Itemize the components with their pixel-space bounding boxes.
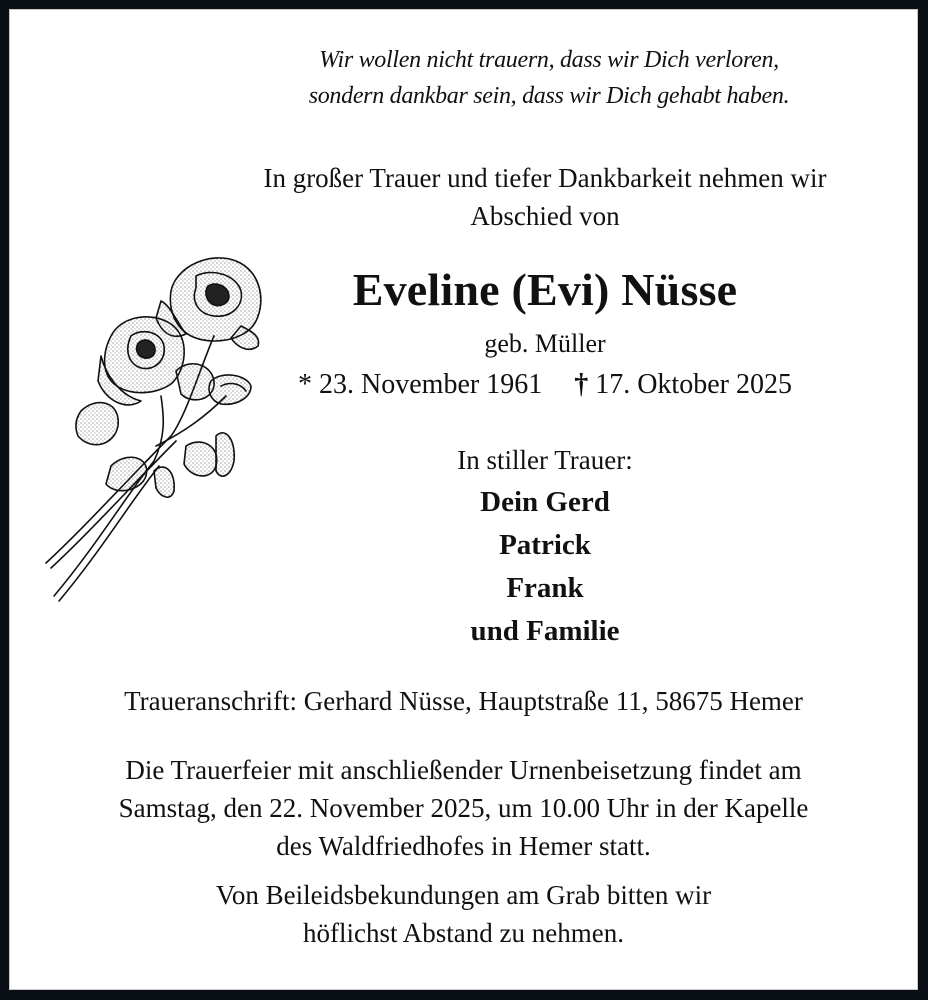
motto-line-1: Wir wollen nicht trauern, dass wir Dich verloren, (319, 47, 779, 73)
motto-line-2: sondern dankbar sein, dass wir Dich gehabt haben. (308, 83, 790, 109)
request-line-1: Von Beileidsbekundungen am Grab bitten wir (215, 880, 712, 910)
mourner-name: Dein Gerd (480, 486, 610, 518)
deceased-name: Eveline (Evi) Nüsse (352, 264, 738, 315)
birth-date: 23. November 1961 (319, 369, 543, 400)
intro-line-2: Abschied von (470, 201, 620, 231)
roses-illustration-icon (36, 246, 266, 606)
mourner-name: Frank (506, 572, 584, 604)
mourner-name: Patrick (499, 529, 591, 561)
cross-icon: † (574, 369, 589, 400)
intro-line-1: In großer Trauer und tiefer Dankbarkeit nehmen wir (263, 163, 827, 193)
ceremony-line-1: Die Trauerfeier mit anschließender Urnenbeisetzung findet am (125, 755, 802, 785)
birth-symbol: * (298, 369, 313, 400)
mourners-heading: In stiller Trauer: (457, 445, 633, 475)
mourning-address: Traueranschrift: Gerhard Nüsse, Hauptstraße 11, 58675 Hemer (124, 686, 803, 716)
mourner-name: und Familie (470, 615, 620, 647)
request-line-2: höflichst Abstand zu nehmen. (303, 918, 624, 948)
maiden-name: geb. Müller (484, 329, 606, 358)
death-date: 17. Oktober 2025 (595, 369, 792, 400)
ceremony-line-3: des Waldfriedhofes in Hemer statt. (276, 831, 651, 861)
ceremony-line-2: Samstag, den 22. November 2025, um 10.00 Uhr in der Kapelle (118, 793, 809, 823)
